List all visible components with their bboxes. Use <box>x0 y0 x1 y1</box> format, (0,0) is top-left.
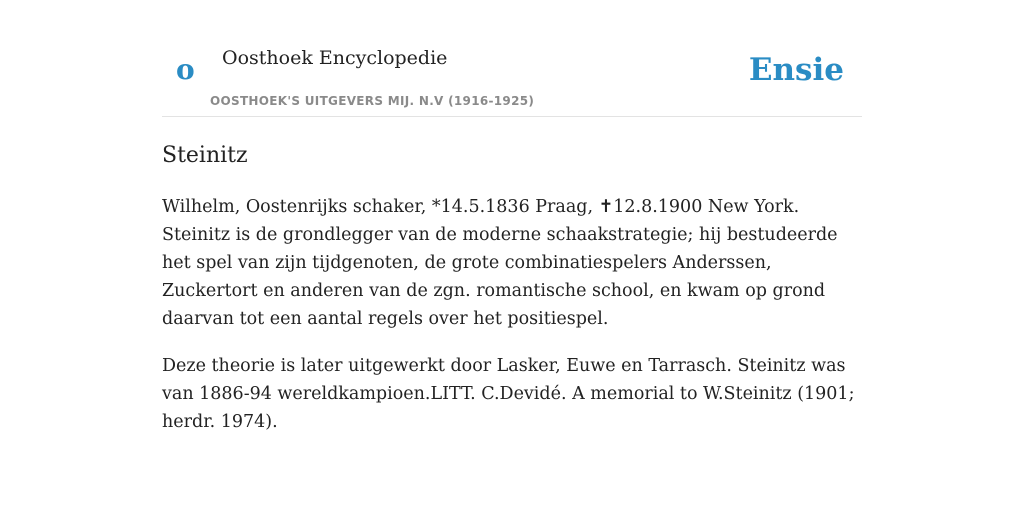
ensie-logo[interactable]: Ensie <box>748 52 844 88</box>
article-title: Steinitz <box>162 143 248 168</box>
page-container <box>162 0 862 455</box>
article-body <box>162 193 862 436</box>
source-title-link[interactable]: Oosthoek Encyclopedie <box>222 47 448 69</box>
article-paragraph: Wilhelm, Oostenrijks schaker, *14.5.1836 Praag, ✝12.8.1900 New York. Steinitz is de grondlegger van de moderne schaakstrategie; hij bestudeerde het spel van zijn tijdgenoten, de grote combinatiespelers Anderssen, Zuckertort en anderen van de zgn. romantische school, en kwam op grond daarvan tot een aantal regels over het positiespel. <box>162 197 838 329</box>
article-paragraph: Deze theorie is later uitgewerkt door Lasker, Euwe en Tarrasch. Steinitz was van 1886-94 wereldkampioen.LITT. C.Devidé. A memorial to W.Steinitz (1901; herdr. 1974). <box>162 356 855 432</box>
publisher-label: OOSTHOEK'S UITGEVERS MIJ. N.V (1916-1925) <box>210 94 535 108</box>
source-logo[interactable]: o <box>176 53 195 86</box>
source-header <box>162 0 862 117</box>
